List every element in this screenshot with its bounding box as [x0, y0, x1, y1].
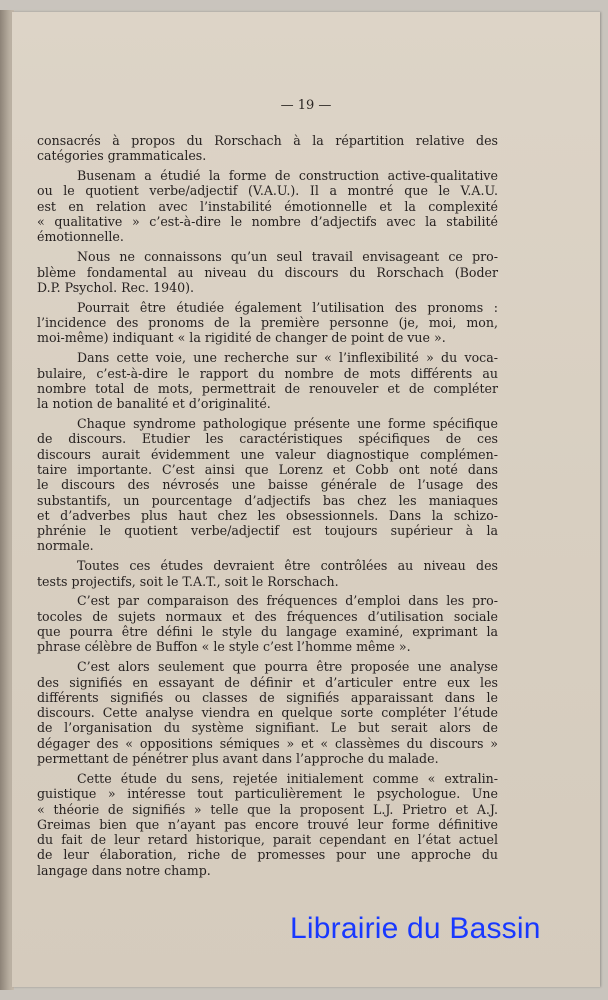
- text-line: blème fondamental au niveau du discours du Rorschach (Boder: [37, 264, 498, 280]
- paragraph: [37, 350, 498, 411]
- text-line: permettant de pénétrer plus avant dans l’approche du malade.: [37, 751, 439, 767]
- text-line: phrénie le quotient verbe/adjectif est toujours supérieur à la: [37, 523, 498, 539]
- text-line: normale.: [37, 538, 94, 554]
- text-line: discours. Cette analyse viendra en quelque sorte compléter l’étude: [37, 705, 498, 721]
- paragraph: [37, 168, 498, 244]
- text-line: émotionnelle.: [37, 229, 124, 245]
- text-line: « théorie de signifiés » telle que la proposent L.J. Prietro et A.J.: [37, 801, 498, 817]
- text-line: et d’adverbes plus haut chez les obsessionnels. Dans la schizo-: [37, 507, 498, 523]
- text-line: tocoles de sujets normaux et des fréquences d’utilisation sociale: [37, 608, 498, 624]
- paragraph: [37, 249, 498, 295]
- text-line: C’est par comparaison des fréquences d’emploi dans les pro-: [77, 593, 498, 609]
- text-line: Pourrait être étudiée également l’utilisation des pronoms :: [77, 299, 498, 315]
- text-line: catégories grammaticales.: [37, 148, 207, 164]
- text-line: D.P. Psychol. Rec. 1940).: [37, 279, 195, 295]
- text-line: différents signifiés ou classes de signifiés apparaissant dans le: [37, 689, 498, 705]
- text-line: bulaire, c’est-à-dire le rapport du nombre de mots différents au: [37, 365, 498, 381]
- text-line: Busenam a étudié la forme de construction active-qualitative: [77, 168, 498, 184]
- text-line: phrase célèbre de Buffon « le style c’est l’homme même ».: [37, 639, 411, 655]
- paragraph: [37, 558, 498, 589]
- paragraph: [37, 593, 498, 654]
- text-line: de l’organisation du système signifiant. Le but serait alors de: [37, 720, 498, 736]
- body-text: [37, 133, 498, 883]
- text-line: des signifiés en essayant de définir et d’articuler entre eux les: [37, 674, 498, 690]
- text-line: substantifs, un pourcentage d’adjectifs bas chez les maniaques: [37, 492, 498, 508]
- text-line: l’incidence des pronoms de la première personne (je, moi, mon,: [37, 315, 498, 331]
- text-line: ou le quotient verbe/adjectif (V.A.U.). Il a montré que le V.A.U.: [37, 183, 498, 199]
- text-line: le discours des névrosés une baisse générale de l’usage des: [37, 477, 498, 493]
- text-line: Chaque syndrome pathologique présente une forme spécifique: [77, 416, 498, 432]
- text-line: consacrés à propos du Rorschach à la répartition relative des: [37, 133, 498, 148]
- paragraph: [37, 659, 498, 766]
- book-page: [12, 12, 600, 987]
- text-line: du fait de leur retard historique, parait cependant en l’état actuel: [37, 832, 498, 848]
- text-line: que pourra être défini le style du langage examiné, exprimant la: [37, 624, 498, 640]
- paragraph: [37, 300, 498, 346]
- paragraph: [37, 133, 498, 164]
- text-line: tests projectifs, soit le T.A.T., soit le Rorschach.: [37, 573, 339, 589]
- text-line: guistique » intéresse tout particulièrement le psychologue. Une: [37, 786, 498, 802]
- text-line: nombre total de mots, permettrait de renouveler et de compléter: [37, 380, 498, 396]
- text-line: Cette étude du sens, rejetée initialement comme « extralin-: [77, 770, 498, 786]
- text-line: de discours. Etudier les caractéristiques spécifiques de ces: [37, 431, 498, 447]
- text-line: « qualitative » c’est-à-dire le nombre d’adjectifs avec la stabilité: [37, 214, 498, 230]
- text-line: discours aurait évidemment une valeur diagnostique complémen-: [37, 446, 498, 462]
- page-number: — 19 —: [280, 98, 332, 113]
- paragraph: [37, 416, 498, 554]
- text-line: Toutes ces études devraient être contrôlées au niveau des: [77, 558, 498, 574]
- text-line: C’est alors seulement que pourra être proposée une analyse: [77, 659, 498, 675]
- watermark-text: Librairie du Bassin: [290, 912, 541, 945]
- text-line: taire importante. C’est ainsi que Lorenz et Cobb ont noté dans: [37, 461, 498, 477]
- text-line: Dans cette voie, une recherche sur « l’inflexibilité » du voca-: [77, 350, 498, 366]
- text-line: est en relation avec l’instabilité émotionnelle et la complexité: [37, 198, 498, 214]
- text-line: dégager des « oppositions sémiques » et « classèmes du discours »: [37, 735, 498, 751]
- paragraph: [37, 771, 498, 878]
- text-line: langage dans notre champ.: [37, 862, 211, 878]
- text-line: la notion de banalité et d’originalité.: [37, 396, 271, 412]
- text-line: de leur élaboration, riche de promesses pour une approche du: [37, 847, 498, 863]
- text-line: Greimas bien que n’ayant pas encore trouvé leur forme définitive: [37, 816, 498, 832]
- text-line: moi-même) indiquant « la rigidité de changer de point de vue ».: [37, 330, 446, 346]
- text-line: Nous ne connaissons qu’un seul travail envisageant ce pro-: [77, 249, 498, 265]
